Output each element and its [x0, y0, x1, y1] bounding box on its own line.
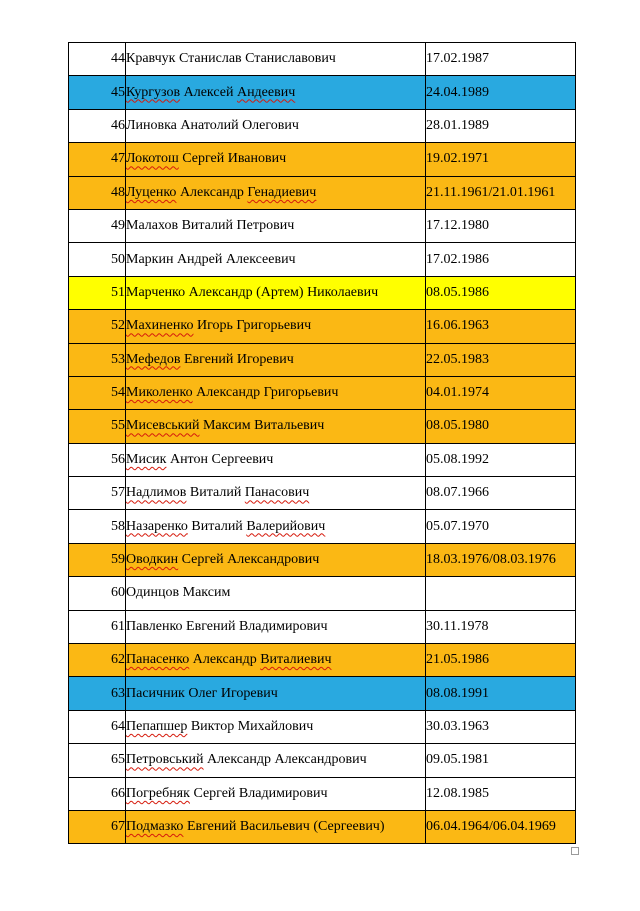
date-cell[interactable]: 24.04.1989	[426, 76, 576, 109]
name-text: Виталий	[186, 485, 245, 501]
date-cell[interactable]: 05.07.1970	[426, 510, 576, 543]
name-text: Евгений Игоревич	[180, 351, 294, 367]
table-row	[69, 710, 576, 743]
table-row	[69, 209, 576, 242]
table-row	[69, 443, 576, 476]
date-cell[interactable]: 21.11.1961/21.01.1961	[426, 176, 576, 209]
name-cell[interactable]	[126, 577, 426, 610]
name-cell[interactable]	[126, 143, 426, 176]
misspelled-word: Мефедов	[126, 351, 181, 367]
name-text: Сергей Александрович	[178, 552, 320, 568]
name-cell[interactable]	[126, 376, 426, 409]
misspelled-word: Кургузов	[126, 84, 181, 100]
name-cell[interactable]	[126, 243, 426, 276]
row-number-cell[interactable]: 60	[69, 577, 126, 610]
row-number-cell[interactable]: 52	[69, 310, 126, 343]
misspelled-word: Панасович	[244, 485, 310, 501]
misspelled-word: Луценко	[126, 184, 177, 200]
name-text: Максим Витальевич	[199, 418, 325, 434]
date-cell[interactable]: 16.06.1963	[426, 310, 576, 343]
name-cell[interactable]	[126, 176, 426, 209]
table-row	[69, 610, 576, 643]
name-text: Малахов Виталий Петрович	[126, 218, 295, 234]
row-number-cell[interactable]: 51	[69, 276, 126, 309]
row-number-cell[interactable]: 57	[69, 477, 126, 510]
misspelled-word: Петровський	[126, 752, 204, 768]
name-cell[interactable]	[126, 644, 426, 677]
row-number-cell[interactable]: 61	[69, 610, 126, 643]
name-cell[interactable]	[126, 677, 426, 710]
name-cell[interactable]	[126, 109, 426, 142]
row-number-cell[interactable]: 59	[69, 543, 126, 576]
name-text: Александр Григорьевич	[192, 385, 339, 401]
table-row	[69, 343, 576, 376]
table-row	[69, 644, 576, 677]
name-cell[interactable]	[126, 310, 426, 343]
name-text: Кравчук Станислав Станиславович	[126, 51, 336, 67]
name-cell[interactable]	[126, 610, 426, 643]
name-text: Алексей	[180, 84, 237, 100]
date-cell[interactable]: 18.03.1976/08.03.1976	[426, 543, 576, 576]
name-cell[interactable]	[126, 777, 426, 810]
date-cell[interactable]: 30.11.1978	[426, 610, 576, 643]
date-cell[interactable]: 05.08.1992	[426, 443, 576, 476]
row-number-cell[interactable]: 58	[69, 510, 126, 543]
name-cell[interactable]	[126, 477, 426, 510]
row-number-cell[interactable]: 50	[69, 243, 126, 276]
table-row	[69, 543, 576, 576]
name-text: Сергей Владимирович	[189, 785, 328, 801]
row-number-cell[interactable]: 44	[69, 43, 126, 76]
misspelled-word: Назаренко	[126, 518, 188, 534]
row-number-cell[interactable]: 45	[69, 76, 126, 109]
row-number-cell[interactable]: 55	[69, 410, 126, 443]
name-text: Пасичник Олег Игоревич	[126, 685, 278, 701]
name-text: Игорь Григорьевич	[193, 318, 312, 334]
misspelled-word: Виталиевич	[260, 652, 332, 668]
row-number-cell[interactable]: 46	[69, 109, 126, 142]
date-cell[interactable]: 28.01.1989	[426, 109, 576, 142]
table-row	[69, 577, 576, 610]
roster-table	[68, 42, 576, 844]
row-number-cell[interactable]: 54	[69, 376, 126, 409]
name-text: Сергей Иванович	[178, 151, 287, 167]
row-number-cell[interactable]: 56	[69, 443, 126, 476]
name-text: Виталий	[187, 518, 247, 534]
table-row	[69, 677, 576, 710]
name-cell[interactable]	[126, 710, 426, 743]
date-cell[interactable]: 04.01.1974	[426, 376, 576, 409]
row-number-cell[interactable]: 62	[69, 644, 126, 677]
table-row	[69, 744, 576, 777]
name-text: Александр	[176, 184, 248, 200]
misspelled-word: Валерийович	[246, 518, 326, 534]
table-row	[69, 510, 576, 543]
row-number-cell[interactable]: 64	[69, 710, 126, 743]
name-text: Александр	[189, 652, 261, 668]
misspelled-word: Мисевський	[126, 418, 200, 434]
name-cell[interactable]	[126, 43, 426, 76]
name-text: Марченко Александр (Артем) Николаевич	[126, 284, 379, 300]
name-text: Линовка Анатолий Олегович	[126, 117, 299, 133]
name-cell[interactable]	[126, 209, 426, 242]
name-cell[interactable]	[126, 343, 426, 376]
table-row	[69, 477, 576, 510]
misspelled-word: Панасенко	[126, 652, 190, 668]
date-cell[interactable]: 06.04.1964/06.04.1969	[426, 810, 576, 843]
table-row	[69, 276, 576, 309]
name-cell[interactable]	[126, 410, 426, 443]
name-text: Маркин Андрей Алексеевич	[126, 251, 296, 267]
row-number-cell[interactable]: 63	[69, 677, 126, 710]
date-cell[interactable]: 08.08.1991	[426, 677, 576, 710]
date-cell[interactable]: 12.08.1985	[426, 777, 576, 810]
date-cell[interactable]: 17.12.1980	[426, 209, 576, 242]
date-cell[interactable]: 17.02.1987	[426, 43, 576, 76]
name-cell[interactable]	[126, 744, 426, 777]
date-cell[interactable]: 30.03.1963	[426, 710, 576, 743]
table-row	[69, 176, 576, 209]
table-row	[69, 810, 576, 843]
table-row	[69, 109, 576, 142]
name-cell[interactable]	[126, 276, 426, 309]
name-text: Евгений Васильевич (Сергеевич)	[183, 819, 385, 835]
table-resize-handle[interactable]	[571, 847, 579, 855]
date-cell[interactable]: 21.05.1986	[426, 644, 576, 677]
misspelled-word: Локотош	[126, 151, 179, 167]
misspelled-word: Мисик	[126, 451, 167, 467]
misspelled-word: Махиненко	[126, 318, 194, 334]
table-row	[69, 310, 576, 343]
misspelled-word: Надлимов	[126, 485, 187, 501]
date-cell[interactable]: 09.05.1981	[426, 744, 576, 777]
misspelled-word: Погребняк	[126, 785, 190, 801]
name-text: Александр Александрович	[203, 752, 367, 768]
row-number-cell[interactable]: 67	[69, 810, 126, 843]
table-row	[69, 376, 576, 409]
misspelled-word: Генадиевич	[247, 184, 317, 200]
name-text: Виктор Михайлович	[187, 719, 314, 734]
row-number-cell[interactable]: 47	[69, 143, 126, 176]
name-cell[interactable]	[126, 76, 426, 109]
date-cell[interactable]: 19.02.1971	[426, 143, 576, 176]
name-cell[interactable]	[126, 443, 426, 476]
date-cell[interactable]: 22.05.1983	[426, 343, 576, 376]
name-text: Павленко Евгений Владимирович	[126, 618, 328, 634]
table-row	[69, 243, 576, 276]
name-cell[interactable]	[126, 543, 426, 576]
table-row	[69, 410, 576, 443]
name-text: Одинцов Максим	[126, 585, 231, 601]
row-number-cell[interactable]: 48	[69, 176, 126, 209]
date-cell[interactable]: 08.07.1966	[426, 477, 576, 510]
row-number-cell[interactable]: 66	[69, 777, 126, 810]
row-number-cell[interactable]: 65	[69, 744, 126, 777]
date-cell[interactable]: 08.05.1986	[426, 276, 576, 309]
misspelled-word: Оводкин	[126, 552, 179, 568]
date-cell[interactable]: 08.05.1980	[426, 410, 576, 443]
date-cell[interactable]: 17.02.1986	[426, 243, 576, 276]
table-row	[69, 43, 576, 76]
misspelled-word: Подмазко	[126, 819, 184, 835]
misspelled-word: Андеевич	[236, 84, 296, 100]
row-number-cell[interactable]: 49	[69, 209, 126, 242]
name-cell[interactable]	[126, 510, 426, 543]
table-row	[69, 143, 576, 176]
table-row	[69, 76, 576, 109]
table-row	[69, 777, 576, 810]
misspelled-word: Миколенко	[126, 385, 193, 401]
name-text: Антон Сергеевич	[166, 451, 274, 467]
date-cell[interactable]	[426, 577, 576, 610]
misspelled-word: Пепапшер	[126, 719, 188, 734]
name-cell[interactable]	[126, 810, 426, 843]
row-number-cell[interactable]: 53	[69, 343, 126, 376]
